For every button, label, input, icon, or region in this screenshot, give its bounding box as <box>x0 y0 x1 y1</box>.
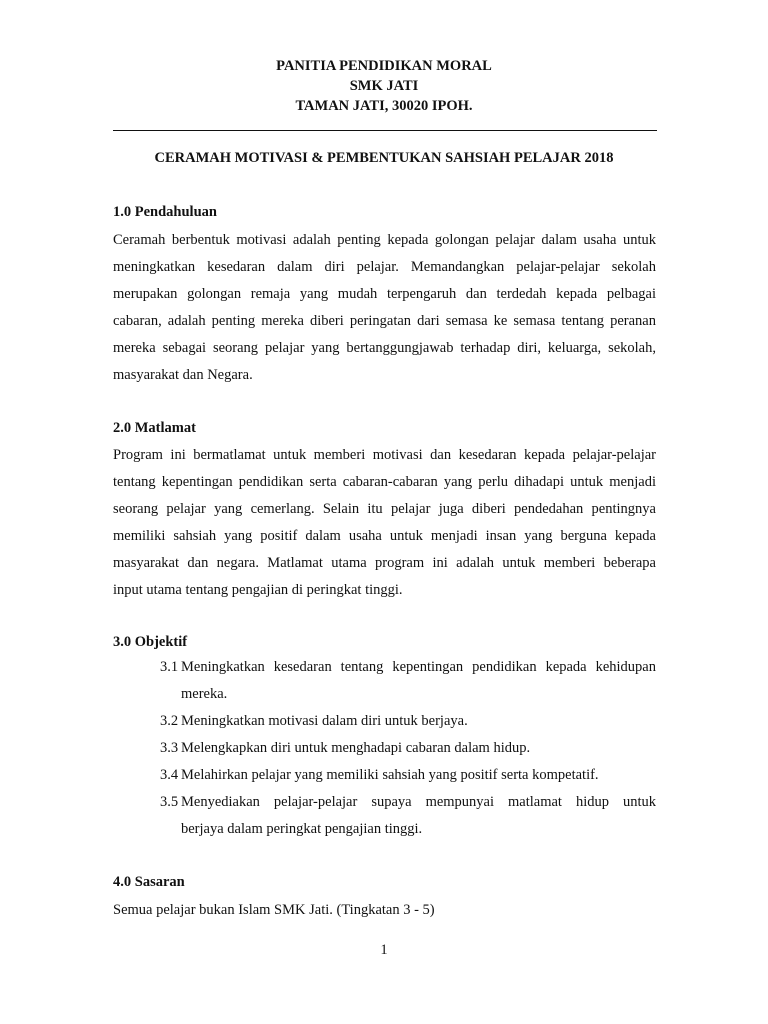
paragraph-line: masyarakat dan negara. Matlamat utama program ini adalah untuk memberi beberapa <box>113 555 656 571</box>
header-line-1: PANITIA PENDIDIKAN MORAL <box>276 58 492 74</box>
objective-text: Meningkatkan kesedaran tentang kepentingan pendidikan kepada kehidupan <box>181 659 656 675</box>
paragraph-line: Ceramah berbentuk motivasi adalah penting kepada golongan pelajar dalam usaha untuk <box>113 232 656 248</box>
paragraph-line: input utama tentang pengajian di peringkat tinggi. <box>113 582 403 598</box>
objective-text: Melahirkan pelajar yang memiliki sahsiah yang positif serta kompetatif. <box>181 767 599 783</box>
section-heading: 2.0 Matlamat <box>113 420 196 436</box>
paragraph-line: seorang pelajar yang cemerlang. Selain itu pelajar juga diberi pendedahan pentingnya <box>113 501 656 517</box>
paragraph-line: masyarakat dan Negara. <box>113 367 253 383</box>
paragraph-line: tentang kepentingan pendidikan serta cabaran-cabaran yang perlu dihadapi untuk menjadi <box>113 474 656 490</box>
paragraph-line: Semua pelajar bukan Islam SMK Jati. (Tingkatan 3 - 5) <box>113 902 435 918</box>
page-number: 1 <box>380 942 388 958</box>
header-divider <box>113 130 657 131</box>
paragraph-line: mereka sebagai seorang pelajar yang bertanggungjawab terhadap diri, keluarga, sekolah, <box>113 340 656 356</box>
objective-text: Melengkapkan diri untuk menghadapi cabaran dalam hidup. <box>181 740 531 756</box>
objective-number: 3.4 <box>160 767 179 783</box>
objective-number: 3.5 <box>160 794 179 810</box>
objective-text: mereka. <box>181 686 228 702</box>
objective-text: berjaya dalam peringkat pengajian tinggi. <box>181 821 423 837</box>
paragraph-line: merupakan golongan remaja yang mudah terpengaruh dan terdedah kepada pelbagai <box>113 286 656 302</box>
objective-text: Meningkatkan motivasi dalam diri untuk berjaya. <box>181 713 468 729</box>
paragraph-line: cabaran, adalah penting mereka diberi peringatan dari semasa ke semasa tentang peranan <box>113 313 656 329</box>
paragraph-line: Program ini bermatlamat untuk memberi motivasi dan kesedaran kepada pelajar-pelajar <box>113 447 656 463</box>
header-line-2: SMK JATI <box>349 78 419 94</box>
section-heading: 1.0 Pendahuluan <box>113 204 217 220</box>
section-heading: 4.0 Sasaran <box>113 874 185 890</box>
objective-number: 3.1 <box>160 659 179 675</box>
header-line-3: TAMAN JATI, 30020 IPOH. <box>295 98 473 114</box>
document-title: CERAMAH MOTIVASI & PEMBENTUKAN SAHSIAH PELAJAR 2018 <box>154 150 614 166</box>
paragraph-line: memiliki sahsiah yang positif dalam usaha untuk menjadi insan yang berguna kepada <box>113 528 656 544</box>
objective-text: Menyediakan pelajar-pelajar supaya mempunyai matlamat hidup untuk <box>181 794 656 810</box>
objective-number: 3.3 <box>160 740 179 756</box>
paragraph-line: meningkatkan kesedaran dalam diri pelajar. Memandangkan pelajar-pelajar sekolah <box>113 259 656 275</box>
objective-number: 3.2 <box>160 713 179 729</box>
section-heading: 3.0 Objektif <box>113 634 188 650</box>
